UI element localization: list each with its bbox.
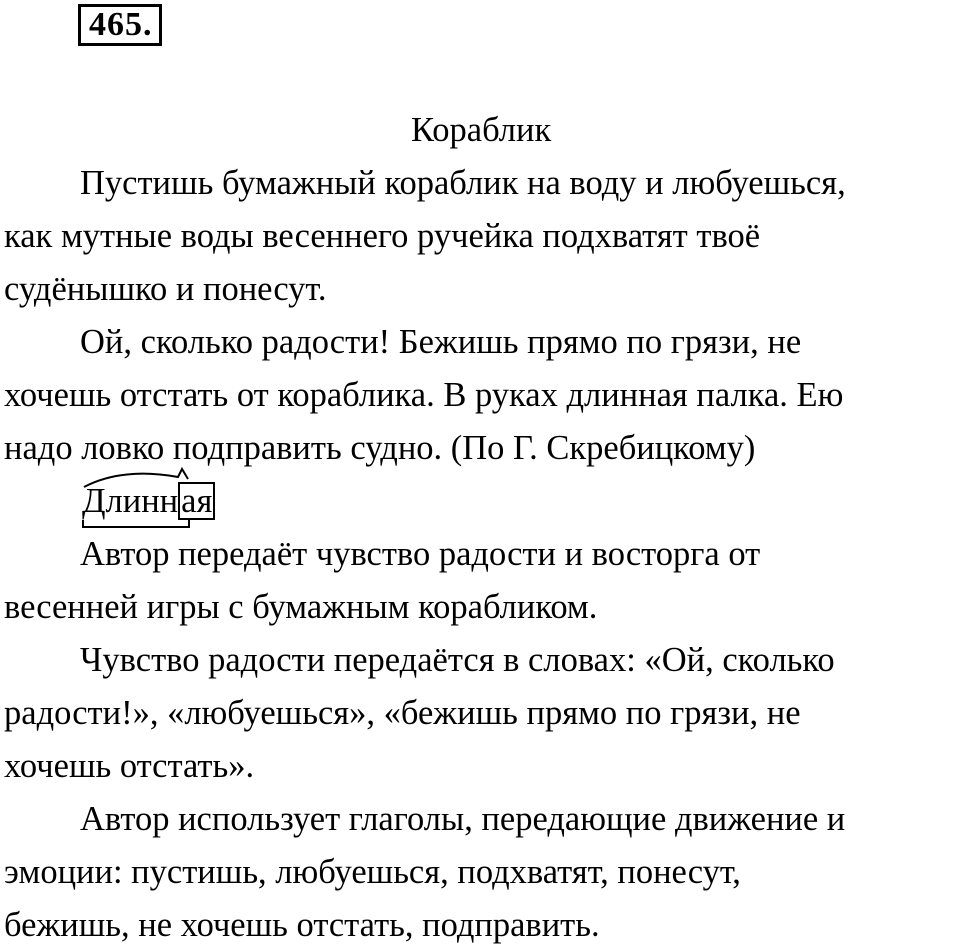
paragraph-5-line-3: бежишь, не хочешь отстать, подправить. [4, 906, 600, 944]
paragraph-2-line-3: надо ловко подправить судно. (По Г. Скребицкому) [4, 429, 756, 467]
paragraph-5-line-1: Автор использует глаголы, передающие движение и [80, 800, 846, 838]
text-title: Кораблик [411, 111, 552, 149]
stem-bracket-mark [82, 520, 190, 528]
paragraph-1-line-2: как мутные воды весеннего ручейка подхватят твоё [4, 217, 761, 255]
morpheme-parse [82, 475, 215, 528]
paragraph-2-line-2: хочешь отстать от кораблика. В руках длинная палка. Ею [4, 376, 844, 414]
paragraph-4-line-1: Чувство радости передаётся в словах: «Ой, сколько [80, 641, 835, 679]
root-arc-mark [82, 465, 190, 495]
paragraph-5-line-2: эмоции: пустишь, любуешься, подхватят, понесут, [4, 853, 741, 891]
paragraph-1-line-3: судёнышко и понесут. [4, 270, 327, 308]
document-text [4, 104, 956, 952]
exercise-number: 465. [78, 4, 162, 46]
word-stem-text: Длинн [82, 482, 179, 520]
paragraph-4-line-2: радости!», «любуешься», «бежишь прямо по грязи, не [4, 694, 801, 732]
word-ending: ая [178, 482, 215, 520]
paragraph-3-line-1: Автор передаёт чувство радости и восторга от [80, 535, 761, 573]
paragraph-2-line-1: Ой, сколько радости! Бежишь прямо по грязи, не [80, 323, 802, 361]
paragraph-3-line-2: весенней игры с бумажным корабликом. [4, 588, 598, 626]
word-stem [82, 475, 178, 528]
paragraph-1-line-1: Пустишь бумажный кораблик на воду и любуешься, [80, 164, 846, 202]
word-parse-line [4, 475, 956, 528]
paragraph-4-line-3: хочешь отстать». [4, 747, 255, 785]
